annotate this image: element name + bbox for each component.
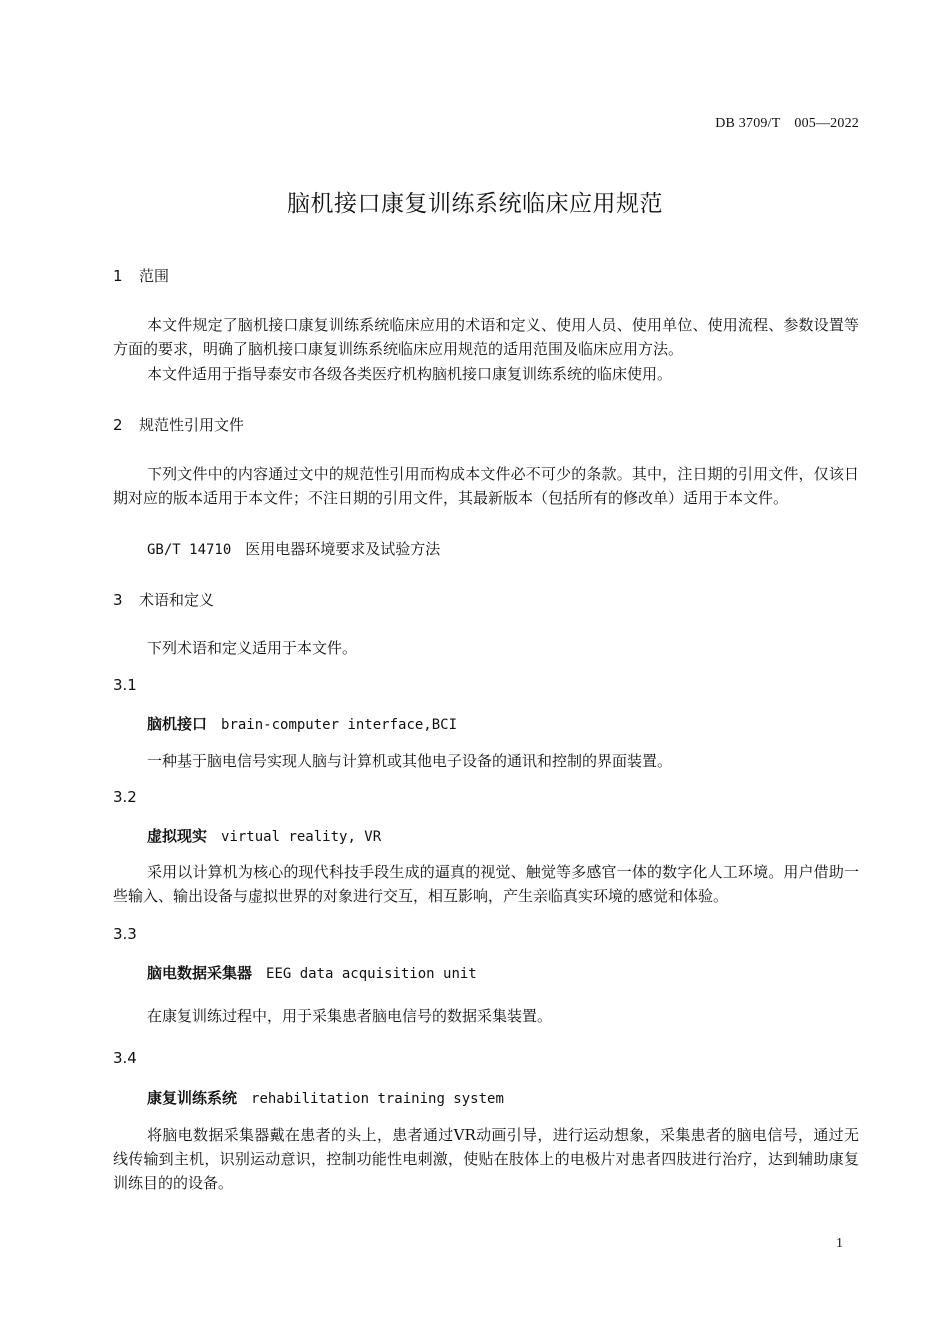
section-title: 范围 [139, 267, 170, 285]
term-entry [147, 962, 477, 983]
section-title: 术语和定义 [139, 591, 215, 609]
document-title: 脑机接口康复训练系统临床应用规范 [287, 191, 663, 217]
term-chinese: 脑机接口 [147, 715, 208, 733]
clause-number: 3.2 [113, 788, 137, 806]
document-code: DB 3709/T 005—2022 [715, 116, 859, 131]
term-chinese: 康复训练系统 [147, 1089, 238, 1107]
section-2-paragraph-1: 下列文件中的内容通过文中的规范性引用而构成本文件必不可少的条款。其中，注日期的引用文件，仅该日期对应的版本适用于本文件；不注日期的引用文件，其最新版本（包括所有的修改单）适用于本文件。 [113, 465, 859, 507]
section-3-intro: 下列术语和定义适用于本文件。 [147, 639, 358, 657]
section-1-heading [113, 265, 169, 286]
term-definition: 在康复训练过程中，用于采集患者脑电信号的数据采集装置。 [147, 1007, 553, 1025]
section-1-paragraph-2: 本文件适用于指导泰安市各级各类医疗机构脑机接口康复训练系统的临床使用。 [147, 365, 673, 383]
term-english: rehabilitation training system [251, 1091, 504, 1107]
section-number: 1 [113, 267, 123, 285]
section-number: 2 [113, 416, 123, 434]
term-chinese: 脑电数据采集器 [147, 964, 253, 982]
term-entry [147, 825, 381, 846]
section-3-heading [113, 589, 214, 610]
term-chinese: 虚拟现实 [147, 827, 208, 845]
reference-code: GB/T 14710 [147, 542, 232, 558]
term-entry [147, 713, 457, 734]
term-entry [147, 1087, 504, 1108]
term-definition: 将脑电数据采集器戴在患者的头上，患者通过VR动画引导，进行运动想象，采集患者的脑电信号，通过无线传输到主机，识别运动意识，控制功能性电刺激，使贴在肢体上的电极片对患者四肢进行治疗，达到辅助康复训练目的的设备。 [113, 1126, 859, 1192]
section-number: 3 [113, 591, 123, 609]
section-2-heading [113, 414, 244, 435]
section-title: 规范性引用文件 [139, 416, 245, 434]
clause-number: 3.1 [113, 676, 137, 694]
term-definition: 采用以计算机为核心的现代科技手段生成的逼真的视觉、触觉等多感官一体的数字化人工环境。用户借助一些输入、输出设备与虚拟世界的对象进行交互，相互影响，产生亲临真实环境的感觉和体验。 [113, 863, 859, 905]
term-english: brain-computer interface,BCI [221, 717, 458, 733]
clause-number: 3.3 [113, 925, 137, 943]
term-definition: 一种基于脑电信号实现人脑与计算机或其他电子设备的通讯和控制的界面装置。 [147, 752, 673, 770]
normative-reference [147, 538, 440, 559]
reference-name: 医用电器环境要求及试验方法 [245, 540, 441, 558]
section-1-paragraph-1: 本文件规定了脑机接口康复训练系统临床应用的术语和定义、使用人员、使用单位、使用流程、参数设置等方面的要求，明确了脑机接口康复训练系统临床应用规范的适用范围及临床应用方法。 [113, 316, 859, 358]
clause-number: 3.4 [113, 1049, 137, 1067]
page-number: 1 [836, 1236, 843, 1251]
term-english: virtual reality, VR [221, 829, 382, 845]
term-english: EEG data acquisition unit [266, 966, 477, 982]
